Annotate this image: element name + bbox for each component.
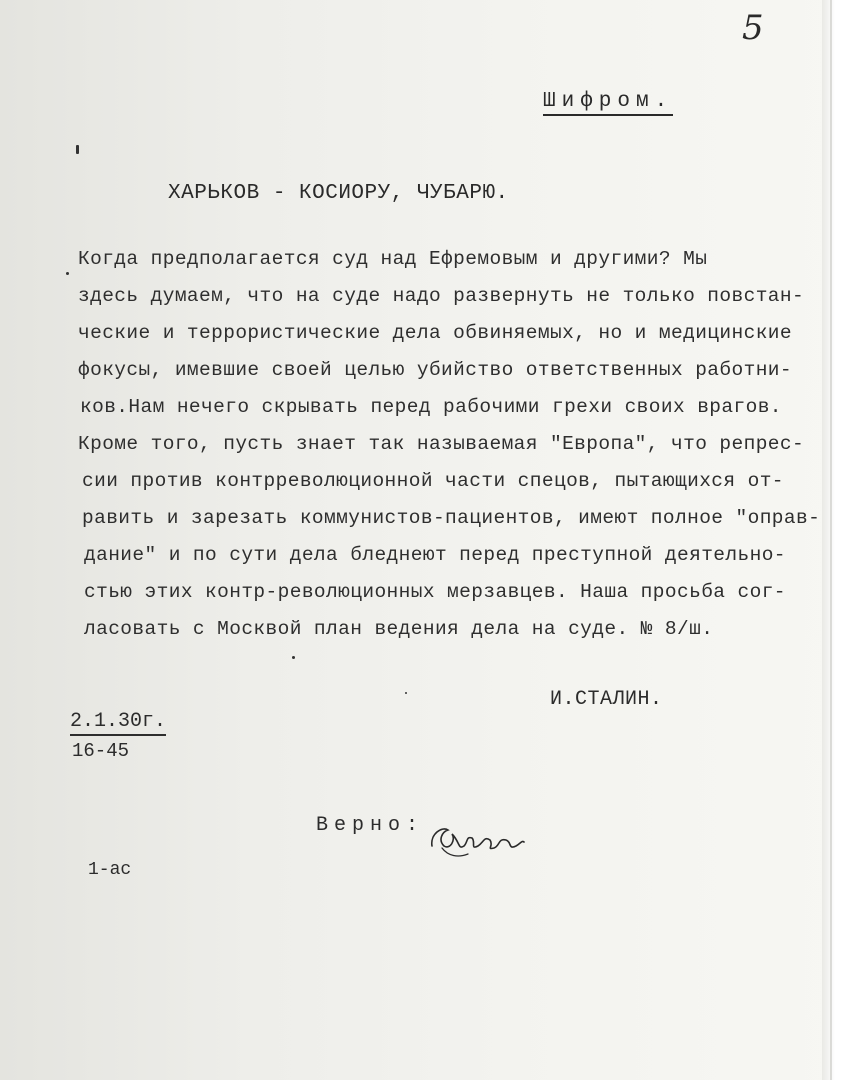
ink-speck: [405, 692, 407, 694]
page-edge-shadow: [830, 0, 832, 1080]
body-line: сии против контрреволюционной части спецов, пытающихся от-: [82, 470, 784, 492]
body-line: ков.Нам нечего скрывать перед рабочими грехи своих врагов.: [80, 396, 782, 418]
ink-speck: [76, 145, 79, 154]
body-line: фокусы, имевшие своей целью убийство ответственных работни-: [78, 359, 793, 381]
body-line: ласовать с Москвой план ведения дела на суде. № 8/ш.: [84, 618, 714, 640]
body-line: дание" и по сути дела бледнеют перед преступной деятельно-: [84, 544, 786, 566]
ink-speck: [292, 656, 295, 659]
body-line: здесь думаем, что на суде надо развернуть не только повстан-: [78, 285, 805, 307]
ink-speck: [66, 272, 69, 275]
page-edge: [822, 0, 844, 1080]
sender-signature: И.СТАЛИН.: [550, 688, 663, 711]
body-line: Когда предполагается суд над Ефремовым и другими? Мы: [78, 248, 708, 270]
body-line: Кроме того, пусть знает так называемая "Европа", что репрес-: [78, 433, 805, 455]
body-line: ческие и террористические дела обвиняемых, но и медицинские: [78, 322, 793, 344]
verification-label: Верно:: [316, 814, 425, 837]
reference-code: 1-ас: [88, 860, 132, 880]
handwritten-signature: [428, 816, 528, 864]
cipher-label: [543, 90, 673, 113]
cipher-label-text: Шифром.: [543, 90, 673, 116]
date-stamp: 2.1.30г.: [70, 710, 166, 736]
page-number: 5: [742, 8, 764, 48]
time-stamp: 16-45: [72, 740, 130, 762]
address-line: ХАРЬКОВ - КОСИОРУ, ЧУБАРЮ.: [168, 182, 509, 205]
body-line: стью этих контр-революционных мерзавцев. Наша просьба сог-: [84, 581, 786, 603]
body-line: равить и зарезать коммунистов-пациентов, имеют полное "оправ-: [82, 507, 821, 529]
